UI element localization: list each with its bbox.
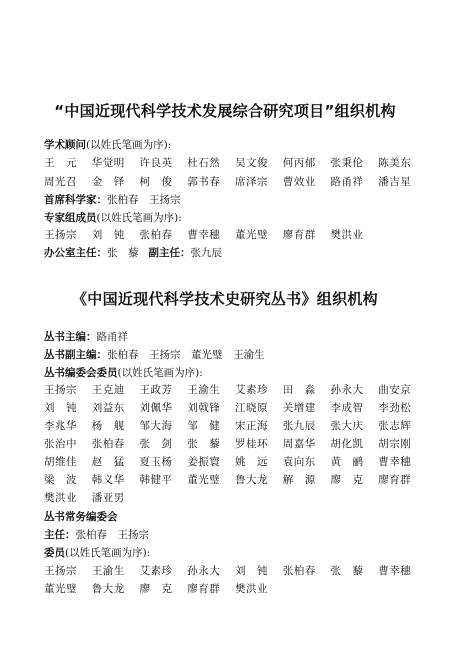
name-cell: 路甬祥 [330, 176, 364, 188]
name-cell: 张 剑 [139, 438, 173, 450]
name-cell [140, 491, 188, 505]
name-cell: 夏玉杨 [139, 456, 173, 468]
vice-value: 张柏春 王扬宗 董光璧 王渝生 [107, 349, 265, 361]
name-cell: 曹效业 [282, 176, 316, 188]
name-cell: 胡维佳 [44, 456, 77, 468]
section1-title: “中国近现代科学技术发展综合研究项目”组织机构 [54, 102, 396, 120]
name-cell: 许良英 [139, 157, 173, 169]
experts-row-1 [44, 228, 426, 242]
experts-label: 专家组成员 [44, 212, 97, 224]
name-cell: 刘 钝 [91, 229, 125, 241]
name-cell: 江晓原 [235, 402, 268, 414]
name-cell [378, 582, 426, 596]
name-cell: 王政芳 [139, 384, 173, 396]
name-cell [331, 491, 379, 505]
name-cell: 樊洪业 [330, 229, 364, 241]
name-cell: 赵 猛 [91, 456, 125, 468]
section2-title: 《中国近现代科学技术史研究丛书》组织机构 [71, 290, 378, 308]
name-cell: 刘 钝 [44, 402, 77, 414]
board-note: (以姓氏笔画为序): [117, 367, 203, 379]
name-cell: 董光璧 [235, 229, 268, 241]
name-cell: 王扬宗 [44, 384, 77, 396]
name-cell: 刘佩华 [139, 402, 173, 414]
name-cell: 罗桂环 [235, 438, 268, 450]
name-cell: 曲安京 [378, 384, 412, 396]
name-cell: 柯 俊 [139, 176, 173, 188]
advisors-row-1 [44, 156, 426, 170]
name-cell: 李劲松 [378, 402, 412, 414]
name-cell: 张柏春 [282, 565, 316, 577]
name-cell [331, 582, 379, 596]
name-cell: 王渝生 [187, 384, 221, 396]
name-cell: 刘戟锋 [187, 402, 221, 414]
name-cell: 关增建 [282, 402, 316, 414]
name-cell: 张 藜 [330, 565, 364, 577]
name-cell: 张柏春 [91, 438, 125, 450]
name-cell: 姚 远 [235, 456, 268, 468]
name-cell: 张 藜 [187, 438, 221, 450]
name-cell: 廖育群 [187, 583, 221, 595]
chief-scientist-line [44, 193, 181, 207]
name-cell: 潘亚男 [91, 492, 125, 504]
members-label: 委员 [44, 547, 65, 559]
name-cell: 艾素珍 [139, 565, 173, 577]
name-cell: 杨 舰 [91, 420, 125, 432]
board-label: 丛书编委会委员 [44, 367, 118, 379]
name-cell: 邹大海 [139, 420, 173, 432]
name-cell: 李成智 [330, 402, 364, 414]
name-cell: 潘吉星 [378, 176, 412, 188]
members-row-2 [44, 582, 426, 596]
name-cell: 张柏春 [139, 229, 173, 241]
name-cell: 孙永大 [330, 384, 364, 396]
advisors-note: (以姓氏笔画为序): [86, 139, 172, 151]
name-cell: 张治中 [44, 438, 77, 450]
name-cell: 张大庆 [330, 420, 364, 432]
name-cell: 曹幸穗 [378, 456, 412, 468]
name-cell: 袁向东 [282, 456, 316, 468]
name-cell: 樊洪业 [235, 583, 268, 595]
board-row-2 [44, 401, 426, 415]
standing-director-label: 主任： [44, 529, 76, 541]
name-cell: 韩义华 [91, 474, 125, 486]
name-cell: 孙永大 [187, 565, 221, 577]
name-cell: 廖 克 [139, 583, 173, 595]
office-value: 张 藜 [107, 247, 139, 259]
name-cell: 胡化凯 [330, 438, 364, 450]
advisors-row-2 [44, 175, 426, 189]
name-cell: 黄 鹂 [330, 456, 364, 468]
name-cell: 姜振寰 [187, 456, 221, 468]
name-cell: 梁 波 [44, 474, 77, 486]
name-cell [283, 582, 331, 596]
deputy-label: 副主任： [148, 247, 191, 259]
name-cell: 邹 健 [187, 420, 221, 432]
office-label: 办公室主任： [44, 247, 107, 259]
name-cell: 董光璧 [187, 474, 221, 486]
vice-editor-line [44, 348, 265, 362]
experts-note: (以姓氏笔画为序): [96, 212, 182, 224]
name-cell: 鲁大龙 [91, 583, 125, 595]
name-cell: 刘益东 [91, 402, 125, 414]
name-cell [378, 228, 426, 242]
name-cell: 金 铎 [91, 176, 125, 188]
office-line [44, 246, 222, 260]
vice-label: 丛书副主编： [44, 349, 107, 361]
name-cell: 杜石然 [187, 157, 221, 169]
name-cell [283, 491, 331, 505]
standing-label: 丛书常务编委会 [44, 511, 118, 523]
board-row-6 [44, 473, 426, 487]
deputy-value: 张九辰 [190, 247, 223, 259]
name-cell [235, 491, 283, 505]
name-cell: 吴文俊 [235, 157, 268, 169]
name-cell: 廖育群 [378, 474, 412, 486]
board-row-1 [44, 383, 426, 397]
standing-director-line [44, 528, 149, 542]
name-cell: 曹幸穗 [187, 229, 221, 241]
name-cell: 周嘉华 [282, 438, 316, 450]
editor-label: 丛书主编： [44, 331, 97, 343]
name-cell: 陈美东 [378, 157, 412, 169]
name-cell: 艾素珍 [235, 384, 268, 396]
name-cell: 王扬宗 [44, 229, 77, 241]
experts-heading [44, 211, 182, 225]
name-cell: 樊洪业 [44, 492, 77, 504]
name-cell: 胡宗刚 [378, 438, 412, 450]
advisors-label: 学术顾问 [44, 139, 86, 151]
name-cell: 刘 钝 [235, 565, 268, 577]
name-cell: 田 淼 [282, 384, 316, 396]
board-heading [44, 366, 203, 380]
name-cell: 王渝生 [91, 565, 125, 577]
editor-line [44, 330, 128, 344]
members-row-1 [44, 564, 426, 578]
name-cell: 张九辰 [282, 420, 316, 432]
name-cell: 廖 克 [330, 474, 364, 486]
name-cell: 何丙郁 [282, 157, 316, 169]
standing-heading [44, 510, 118, 524]
name-cell: 廖育群 [282, 229, 316, 241]
name-cell: 宋正海 [235, 420, 268, 432]
standing-director-value: 张柏春 王扬宗 [75, 529, 149, 541]
advisors-heading [44, 138, 171, 152]
board-row-4 [44, 437, 426, 451]
board-row-7 [44, 491, 426, 505]
chief-value: 张柏春 王扬宗 [107, 194, 181, 206]
name-cell: 张志辉 [378, 420, 412, 432]
name-cell: 周光召 [44, 176, 77, 188]
name-cell: 鲁大龙 [235, 474, 268, 486]
name-cell: 王扬宗 [44, 565, 77, 577]
board-row-3 [44, 419, 426, 433]
name-cell: 解 源 [282, 474, 316, 486]
name-cell: 席泽宗 [235, 176, 268, 188]
name-cell: 董光璧 [44, 583, 77, 595]
name-cell: 华觉明 [91, 157, 125, 169]
name-cell: 王克迪 [91, 384, 125, 396]
name-cell: 张秉伦 [330, 157, 364, 169]
name-cell: 李兆华 [44, 420, 77, 432]
name-cell [187, 491, 235, 505]
board-row-5 [44, 455, 426, 469]
chief-label: 首席科学家： [44, 194, 107, 206]
members-note: (以姓氏笔画为序): [65, 547, 151, 559]
name-cell: 韩健平 [139, 474, 173, 486]
name-cell [378, 491, 426, 505]
name-cell: 王 元 [44, 157, 77, 169]
members-heading [44, 546, 150, 560]
name-cell: 曹幸穗 [378, 565, 412, 577]
name-cell: 郭书春 [187, 176, 221, 188]
editor-value: 路甬祥 [96, 331, 128, 343]
